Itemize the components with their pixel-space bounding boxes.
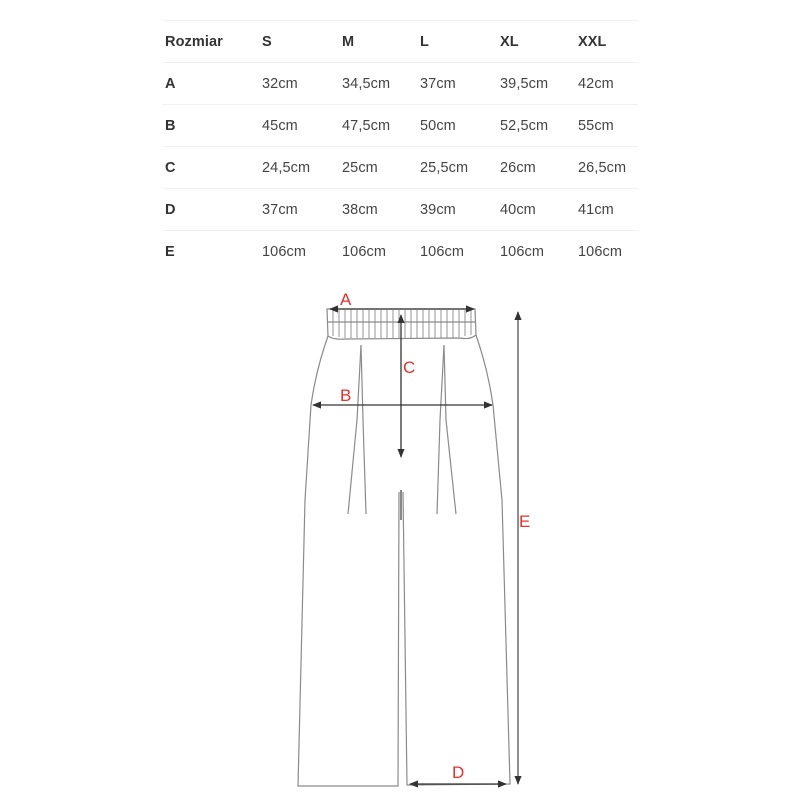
row-label: C [163,147,262,189]
header-size-l: L [420,21,500,63]
cell-value: 37cm [262,189,342,231]
header-rozmiar: Rozmiar [163,21,262,63]
row-label: B [163,105,262,147]
label-d: D [452,763,465,782]
pants-outline [298,335,510,786]
cell-value: 50cm [420,105,500,147]
label-c: C [403,358,416,377]
cell-value: 45cm [262,105,342,147]
table-row-b [163,105,638,147]
header-size-s: S [262,21,342,63]
cell-value: 25,5cm [420,147,500,189]
cell-value: 47,5cm [342,105,420,147]
label-b: B [340,386,352,405]
label-a: A [340,290,352,309]
cell-value: 39,5cm [500,63,578,105]
table-header-row [163,21,638,63]
cell-value: 26,5cm [578,147,638,189]
header-size-m: M [342,21,420,63]
table-row-a [163,63,638,105]
table-row-d [163,189,638,231]
cell-value: 40cm [500,189,578,231]
cell-value: 39cm [420,189,500,231]
label-e: E [519,512,531,531]
cell-value: 106cm [578,243,623,260]
row-label: E [165,243,175,260]
cell-value: 34,5cm [342,63,420,105]
cell-value: 32cm [262,63,342,105]
row-label: A [163,63,262,105]
header-size-xl: XL [500,21,578,63]
row-label: D [163,189,262,231]
cell-value: 25cm [342,147,420,189]
cell-value: 42cm [578,63,638,105]
cell-value: 52,5cm [500,105,578,147]
cell-value: 26cm [500,147,578,189]
cell-value: 24,5cm [262,147,342,189]
cell-value: 106cm [420,243,465,260]
dimension-arrows [313,309,518,784]
table-row-e [163,231,638,273]
cell-value: 55cm [578,105,638,147]
cell-value: 106cm [500,243,545,260]
cell-value: 41cm [578,189,638,231]
cell-value: 38cm [342,189,420,231]
cell-value: 106cm [262,243,307,260]
cell-value: 106cm [342,243,387,260]
header-size-xxl: XXL [578,21,638,63]
table-row-c [163,147,638,189]
cell-value: 37cm [420,63,500,105]
size-chart-table [163,20,638,272]
